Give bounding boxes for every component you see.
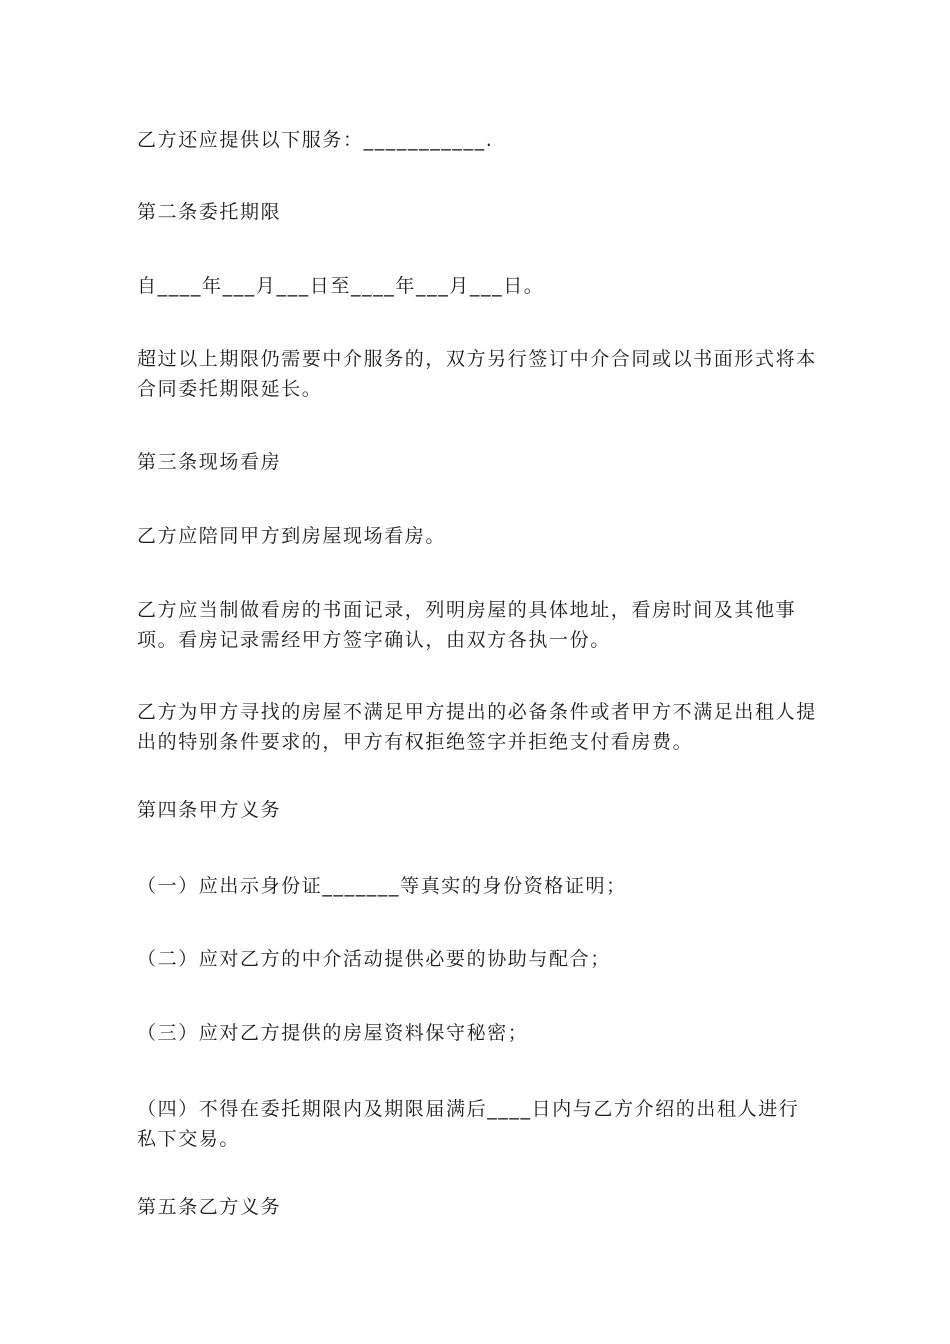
paragraph-viewing-record: 乙方应当制做看房的书面记录，列明房屋的具体地址，看房时间及其他事项。看房记录需经甲方签字确认，由双方各执一份。 (137, 599, 797, 651)
list-item-party-a-1: （一）应出示身份证_______等真实的身份资格证明； (137, 875, 627, 897)
list-item-party-a-2: （二）应对乙方的中介活动提供必要的协助与配合； (137, 948, 611, 970)
paragraph-accompany-viewing: 乙方应陪同甲方到房屋现场看房。 (137, 525, 447, 547)
heading-article-3: 第三条现场看房 (137, 451, 282, 473)
heading-article-4: 第四条甲方义务 (137, 799, 282, 821)
list-item-party-a-3: （三）应对乙方提供的房屋资料保守秘密； (137, 1022, 529, 1044)
paragraph-term-extension: 超过以上期限仍需要中介服务的，双方另行签订中介合同或以书面形式将本合同委托期限延长。 (137, 348, 817, 400)
paragraph-term-dates: 自____年___月___日至____年___月___日。 (137, 275, 545, 297)
list-item-party-a-4: （四）不得在委托期限内及期限届满后____日内与乙方介绍的出租人进行私下交易。 (137, 1098, 800, 1150)
heading-article-5: 第五条乙方义务 (137, 1196, 282, 1218)
paragraph-additional-services: 乙方还应提供以下服务：___________. (137, 129, 494, 151)
heading-article-2: 第二条委托期限 (137, 201, 282, 223)
paragraph-refusal-right: 乙方为甲方寻找的房屋不满足甲方提出的必备条件或者甲方不满足出租人提出的特别条件要求的，甲方有权拒绝签字并拒绝支付看房费。 (137, 701, 817, 753)
